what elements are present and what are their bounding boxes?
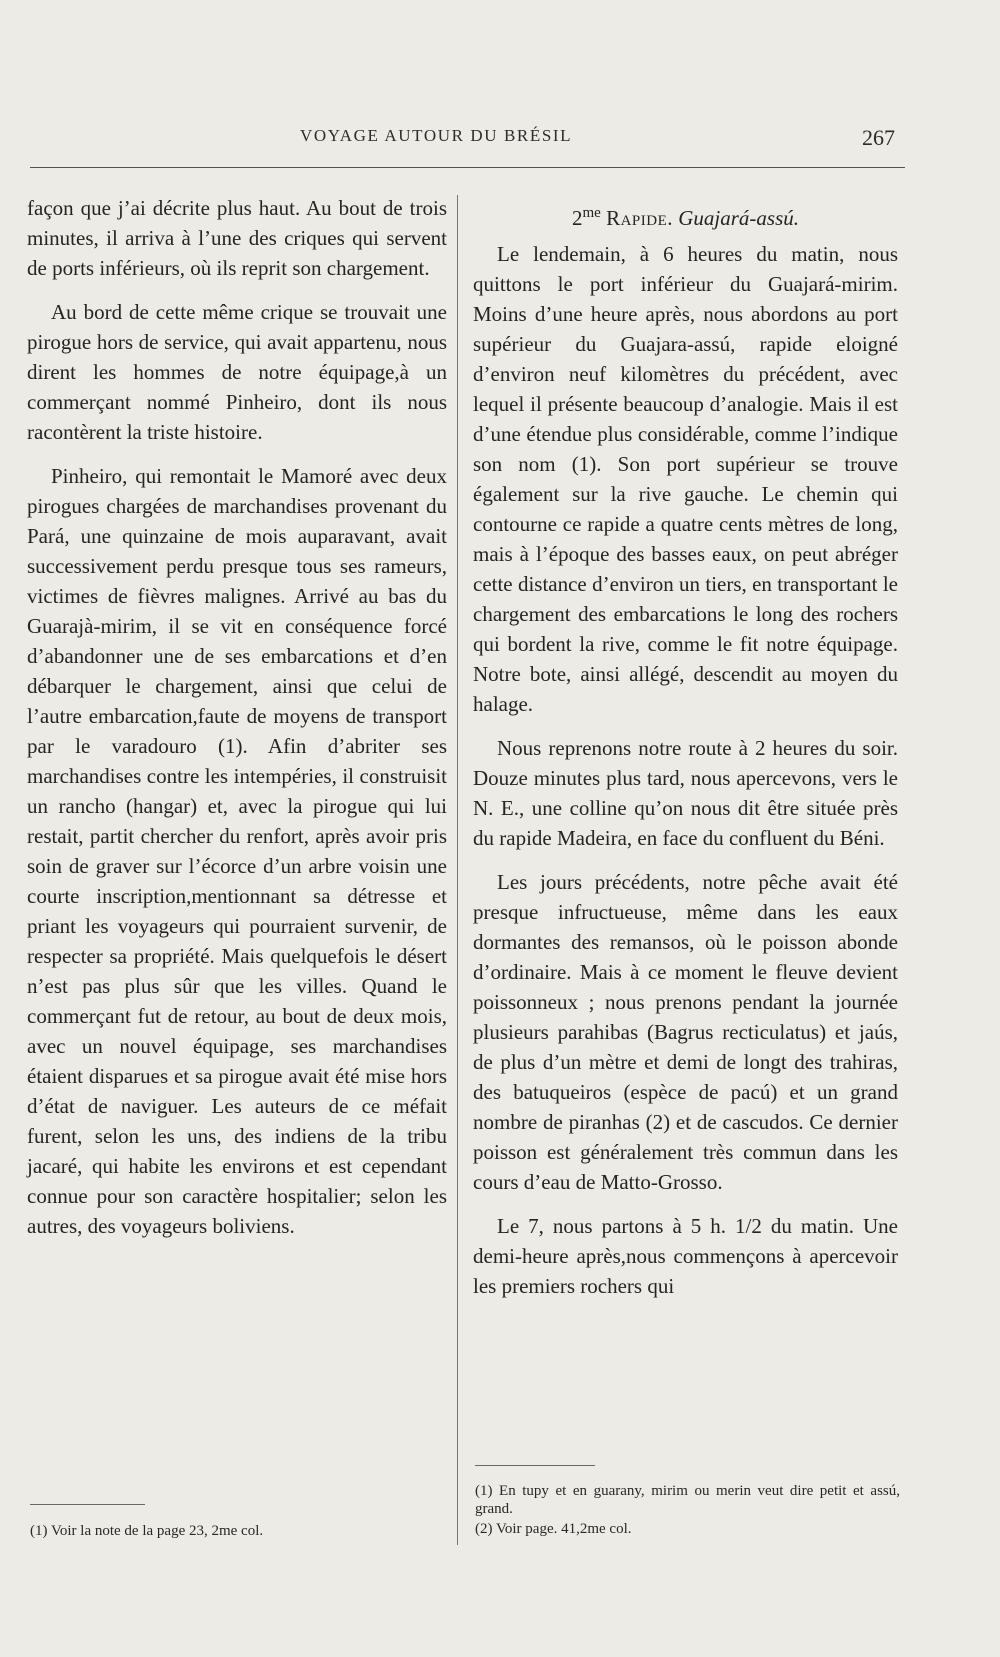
right-column xyxy=(473,193,898,1301)
footnote: (1) Voir la note de la page 23, 2me col. xyxy=(30,1523,264,1539)
paragraph: Nous reprenons notre route à 2 heures du soir. Douze minutes plus tard, nous apercevons, vers le N. E., une colline qu’on nous dit être située près du rapide Madeira, en face du confluent du Béni. xyxy=(473,736,898,850)
paragraph: Le 7, nous partons à 5 h. 1/2 du matin. Une demi-heure après,nous commençons à apercevoir les premiers rochers qui xyxy=(473,1214,898,1298)
footnote-rule xyxy=(30,1504,145,1505)
footnote: (2) Voir page. 41,2me col. xyxy=(475,1521,632,1537)
paragraph: façon que j’ai décrite plus haut. Au bout de trois minutes, il arriva à l’une des criques qui servent de ports inférieurs, où ils reprit son chargement. xyxy=(27,196,447,280)
footnotes-right xyxy=(475,1482,900,1540)
running-title: VOYAGE AUTOUR DU BRÉSIL xyxy=(300,126,573,145)
paragraph: Pinheiro, qui remontait le Mamoré avec deux pirogues chargées de marchandises provenant du Pará, une quinzaine de mois auparavant, avait successivement perdu presque tous ses rameurs, victimes de fièvres malignes. Arrivé au bas du Guarajà-mirim, il se vit en conséquence forcé d’abandonner une de ses embarcations et d’en débarquer le chargement, ainsi que celui de l’autre embarcation,faute de moyens de transport par le varadouro (1). Afin d’abriter ses marchandises contre les intempéries, il construisit un rancho (hangar) et, avec la pirogue qui lui restait, partit chercher du renfort, après avoir pris soin de graver sur l’écorce d’un arbre voisin une courte inscription,mentionnant sa détresse et priant les voyageurs qui pourraient survenir, de respecter sa propriété. Mais quelquefois le désert n’est pas plus sûr que les villes. Quand le commerçant fut de retour, au bout de deux mois, avec un nouvel équipage, ses marchandises étaient disparues et sa pirogue avait été mise hors d’état de naviguer. Les auteurs de ce méfait furent, selon les uns, des indiens de la tribu jacaré, qui habite les environs et est cependant connue pour son caractère hospitalier; selon les autres, des voyageurs boliviens. xyxy=(27,464,447,1238)
section-label: Rapide. xyxy=(606,206,673,230)
column-divider xyxy=(457,195,458,1545)
footnote-rule xyxy=(475,1465,595,1466)
section-ordinal: 2 xyxy=(571,206,583,230)
footnotes-left xyxy=(30,1522,450,1542)
section-heading xyxy=(473,198,898,233)
page-number: 267 xyxy=(862,125,895,150)
section-ordinal-suffix: me xyxy=(582,205,601,221)
left-column xyxy=(27,193,447,1255)
footnote: (1) En tupy et en guarany, mirim ou merin veut dire petit et assú, grand. xyxy=(475,1483,900,1517)
header-rule xyxy=(30,167,905,168)
paragraph: Au bord de cette même crique se trouvait une pirogue hors de service, qui avait appartenu, nous dirent les hommes de notre équipage,à un commerçant nommé Pinheiro, dont ils nous racontèrent la triste histoire. xyxy=(27,300,447,444)
paragraph: Les jours précédents, notre pêche avait été presque infructueuse, même dans les eaux dormantes des remansos, où le poisson abonde d’ordinaire. Mais à ce moment le fleuve devient poissonneux ; nous prenons pendant la journée plusieurs parahibas (Bagrus recticulatus) et jaús, de plus d’un mètre et demi de longt des trahiras, des batuqueiros (espèce de pacú) et un grand nombre de piranhas (2) et de cascudos. Ce dernier poisson est généralement très commun dans les cours d’eau de Matto-Grosso. xyxy=(473,870,898,1194)
section-title: Guajará-assú. xyxy=(678,206,799,230)
paragraph: Le lendemain, à 6 heures du matin, nous quittons le port inférieur du Guajará-mirim. Moins d’une heure après, nous abordons au port supérieur du Guajara-assú, rapide eloigné d’environ neuf kilomètres du précédent, avec lequel il présente beaucoup d’analogie. Mais il est d’une étendue plus considérable, comme l’indique son nom (1). Son port supérieur se trouve également sur la rive gauche. Le chemin qui contourne ce rapide a quatre cents mètres de long, mais à l’époque des basses eaux, on peut abréger cette distance d’environ un tiers, en transportant le chargement des embarcations le long des rochers qui bordent la rive, comme le fit notre équipage. Notre bote, ainsi allégé, descendit au moyen du halage. xyxy=(473,242,898,716)
